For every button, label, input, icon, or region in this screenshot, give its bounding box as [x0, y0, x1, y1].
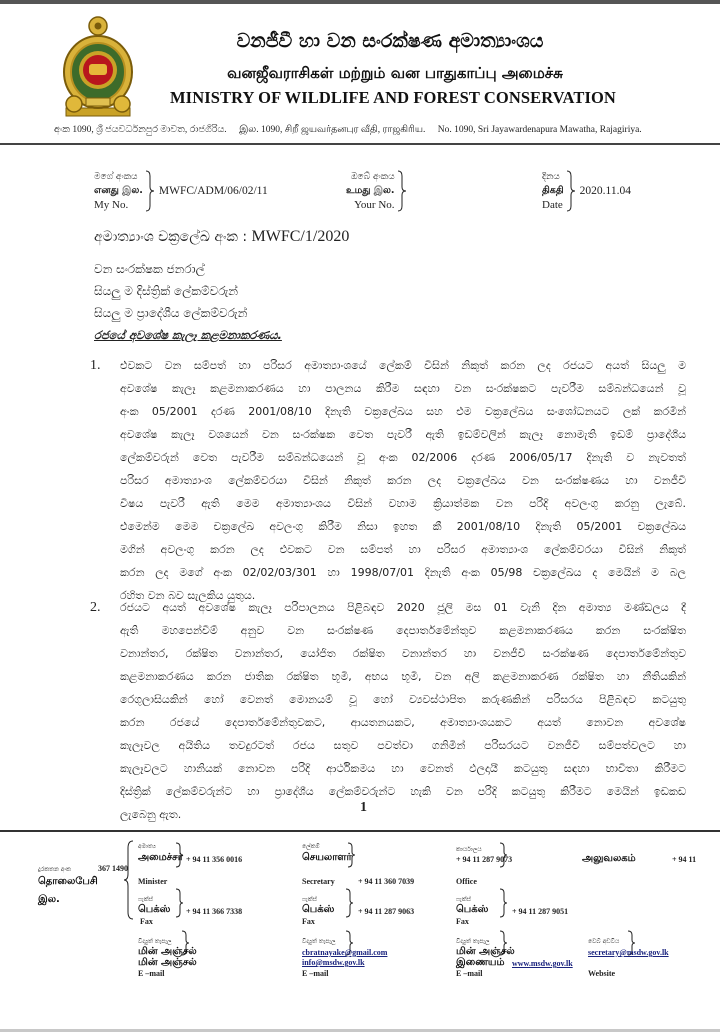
office-label-ta: அலுவலகம் [582, 853, 636, 864]
paragraph-line: ලේකම්වරුන් වෙත පැවරීම සම්බන්ධයෙන් වූ අංක 02/2006 දරණ 2006/05/17 දිනැති ව නැවතත් [120, 451, 686, 464]
paragraph-text [120, 354, 686, 607]
email3-label-en: E –mail [456, 969, 483, 978]
brace-icon [346, 888, 354, 918]
paragraph-line: රජයට අයත් අවශේෂ කැලෑ පරිපාලනය පිළිබඳව 2020 ජූලි මස 01 වැනි දින අමාත්‍ය මණ්ඩලය දී [120, 601, 686, 614]
your-number-block [346, 170, 411, 212]
office-label-si: කාර්යාලය [456, 846, 482, 853]
address-sinhala: අංක 1090, ශ්‍රී ජයවර්ධනපුර මාවත, රාජගිරිය. [54, 125, 227, 135]
email3-label-ta2: இணையம் [456, 957, 505, 968]
brace-icon [397, 170, 407, 212]
email1-label-ta1: மின் அஞ்சல் [138, 946, 197, 957]
address-tamil: இல. 1090, சிறீ ஜயவர்தனபுர வீதி, ராஜகிரிய. [239, 125, 426, 135]
secretary-label-en: Secretary [302, 877, 335, 886]
subject-heading: රජයේ අවශේෂ කැලෑ කළමනාකරණය. [94, 328, 282, 342]
my-no-label-si: මගේ අංකය [94, 172, 138, 182]
website-label-en: Website [588, 969, 616, 978]
email1-label-si: විද්‍යුත් තැපැල [138, 938, 172, 945]
secretary-fax-label-si: ෆැක්ස් [302, 896, 317, 903]
email1-label-en: E –mail [138, 969, 165, 978]
addressee: වන සංරක්ෂක ජනරාල් [94, 262, 205, 276]
paragraph-line: අවශේෂ කැලෑ වශයෙන් වන සංරක්ෂක වෙත පැවරී ඇති ඉඩම්වලින් කැලෑ නොමැති ඉඩම් ප්‍රාදේශීය [120, 428, 686, 441]
brace-icon [124, 840, 134, 920]
secretary-email-link[interactable]: secretary@msdw.gov.lk [588, 948, 669, 957]
paragraph-line: මගින් අවලංගු කරන ලද එවකට වන සම්පත් හා පරිසර අමාත්‍යාංශ ලේකම්වරයා විසින් නිකුත් [120, 543, 686, 556]
paragraph-line: කළමනාකරණය කරන ජාතික රක්ෂිත භූමි, අභය භූමි, වන අලි කළමනාකරණ රක්ෂිත හා නීතියකින් [120, 670, 686, 683]
email3-label-ta1: மின் அஞ்சல் [456, 946, 515, 957]
paragraph-line: එමෙන්ම මෙම චක්‍රලේඛ අවලංගු කිරීම නිසා ඉහත කී 2001/08/10 දිනැති 05/2001 චක්‍රලේඛය [120, 520, 686, 533]
brace-icon [500, 842, 508, 868]
paragraph-line: අවශේෂ කැලෑ කළමනාකරණය හා පාලනය කිරීම සඳහා වන සංරක්ෂකට පැවරීම සම්බන්ධයෙන් වූ [120, 382, 686, 395]
date-label-si: දිනය [542, 172, 560, 182]
paragraph-line: විෂය පැවරී ඇති මෙම අමාත්‍යාංශය විසින් වහාම ක්‍රියාත්මක වන පරිදි අවලංගු කරනු ලැබේ. [120, 497, 686, 510]
ministry-title-sinhala: වනජීවී හා වන සංරක්ෂණ අමාත්‍යාංශය [236, 30, 544, 52]
date-block [542, 170, 631, 212]
secretary-fax-phone: + 94 11 287 9063 [358, 907, 415, 916]
minister-fax-label-en: Fax [140, 917, 153, 926]
date-label-en: Date [542, 199, 563, 211]
paragraph-line: ඇති මහපෙන්වීම් අනුව වන සංරක්ෂණ දෙපාර්තමේන්තුව කළමනාකරණය කරන සංරක්ෂිත [120, 624, 686, 637]
website-label-si: වෙබ් අඩවිය [588, 938, 620, 945]
office-label-en: Office [456, 877, 477, 886]
addressee: සියලු ම ප්‍රාදේශීය ලේකම්වරුන් [94, 306, 248, 320]
circular-number-value: MWFC/1/2020 [251, 228, 350, 245]
office-fax-label-ta: பெக்ஸ் [456, 904, 489, 915]
office-fax-label-en: Fax [456, 917, 469, 926]
email1-label-ta2: மின் அஞ்சல் [138, 957, 197, 968]
address-english: No. 1090, Sri Jayawardenapura Mawatha, Rajagiriya. [437, 125, 642, 135]
secretary-fax-label-en: Fax [302, 917, 315, 926]
footer-divider [0, 830, 720, 832]
office-fax-phone: + 94 11 287 9051 [512, 907, 569, 916]
addressee: සියලු ම දිස්ත්‍රික් ලේකම්වරුන් [94, 284, 239, 298]
paragraph-line: කැලෑවල අයිතිය තවදුරටත් රජය සතුව පවත්වා ගනිමින් පරිසරයට වනජීවී සම්පත්වලට හා [120, 739, 686, 752]
bottom-border [0, 1029, 720, 1032]
minister-label-ta: அமைச்சர் [138, 852, 183, 863]
minister-fax-label-si: ෆැක්ස් [138, 896, 153, 903]
minister-phone: + 94 11 356 0016 [186, 855, 243, 864]
telephone-label-ta: தொலைபேசி [38, 876, 98, 887]
paragraph-line: කැලෑවලට හානියක් නොවන පරිදි ආර්ථිකමය හා වෙනත් ඵලදායී කටයුතු සඳහා භාවිතා කිරීමට [120, 762, 686, 775]
minister-label-si: අමාත්‍ය [138, 843, 156, 850]
ministry-title-tamil: வனஜீவராசிகள் மற்றும் வன பாதுகாப்பு அமைச்சு [227, 64, 563, 82]
email2-label-en: E –mail [302, 969, 329, 978]
paragraph-line: කරන ලද මගේ අංක 02/02/03/301 හා 1998/07/01 දිනැති අංක 05/98 චක්‍රලේඛය ද මෙයින් ම බල [120, 566, 686, 579]
secretary-phone: + 94 11 360 7039 [358, 877, 415, 886]
paragraph-line: ලැබෙනු ඇත. [120, 808, 182, 821]
minister-fax-phone: + 94 11 366 7338 [186, 907, 243, 916]
page-number: 1 [360, 800, 367, 815]
paragraph-line: දිස්ත්‍රික් ලේකම්වරුන්ට හා ප්‍රාදේශීය ලේකම්වරුන්ට හැකි වන පරිදි කටයුතු කිරීමට මෙයින් ඉඩකඩ [120, 785, 686, 798]
your-no-label-ta: உமது இல. [346, 185, 395, 196]
paragraph-line: පරිසර අමාත්‍යාංශ ලේකම්වරයා විසින් නිකුත් කරන ලද චක්‍රලේඛය වන සංරක්ෂණය හා වනජීවී [120, 474, 686, 487]
my-no-label-ta: எனது இல. [94, 185, 143, 196]
brace-icon [145, 170, 155, 212]
date-label-ta: திகதி [542, 185, 564, 196]
brace-icon [566, 170, 576, 212]
date-value: 2020.11.04 [579, 185, 631, 197]
circular-number [94, 228, 349, 246]
brace-icon [176, 888, 184, 918]
minister-fax-label-ta: பெக்ஸ் [138, 904, 171, 915]
paragraph-line: අංක 05/2001 දරණ 2001/08/10 දිනැති චක්‍රලේඛය සහ එම චක්‍රලේඛය සංශෝධනයට ලක් කරමින් [120, 405, 686, 418]
secretary-label-si: ලේකම් [302, 843, 320, 850]
secretary-fax-label-ta: பெக்ஸ் [302, 904, 335, 915]
my-number-block [94, 170, 268, 212]
state-emblem-logo [58, 12, 138, 120]
brace-icon [348, 842, 356, 868]
office-fax-label-si: ෆැක්ස් [456, 896, 471, 903]
paragraph-line: රහිත වන බව සැලකිය යුතුය. [120, 589, 256, 602]
your-no-label-si: ඔබේ අංකය [350, 172, 395, 182]
paragraph-number: 1. [90, 358, 101, 373]
my-no-value: MWFC/ADM/06/02/11 [158, 185, 268, 197]
office-phone: + 94 11 287 9073 [456, 855, 513, 864]
brace-icon [176, 842, 184, 868]
paragraph-line: වනාන්තර, රක්ෂිත වනාන්තර, යෝජිත රක්ෂිත වනාන්තර හා වනජීවී සංරක්ෂණ දෙපාර්තමේන්තුව [120, 647, 686, 660]
your-no-label-en: Your No. [354, 199, 395, 211]
office-ta-phone: + 94 11 [672, 855, 697, 864]
email-link-cbratnayake[interactable]: cbratnayake@gmail.com [302, 948, 388, 957]
paragraph-line: එවකට වන සම්පත් හා පරිසර අමාත්‍යාංශයේ ලේකම් විසින් නිකුත් කරන ලද රජයට අයත් සියලු ම [120, 359, 686, 372]
telephone-label-si: දුරකතන අංක [38, 866, 71, 873]
paragraph-line: කරන රජයේ දෙපාර්තමේන්තුවකට, ආයතනයකට, අමාත්‍යාංශයකට අයත් නොවන අවශේෂ [120, 716, 686, 729]
header-divider [0, 143, 720, 145]
paragraph-number: 2. [90, 600, 101, 615]
email2-label-si: විද්‍යුත් තැපැල [302, 938, 336, 945]
paragraph-1 [90, 354, 686, 607]
paragraph-line: රෙගුලාසියකින් හෝ වෙනත් මොනයම් වූ හෝ ව්‍යවස්ථාපිත කරුණකින් පරිසරය පිළිබඳව කටයුතු [120, 693, 686, 706]
website-link[interactable]: www.msdw.gov.lk [512, 959, 573, 968]
telephone-label-ta2: இல. [38, 894, 60, 905]
top-border [0, 0, 720, 4]
circular-label: අමාත්‍යාංශ චක්‍රලේඛ අංක : [94, 229, 248, 245]
ministry-address [54, 124, 714, 136]
paragraph-2 [90, 596, 686, 826]
telephone-number: 367 1490 [98, 864, 128, 873]
minister-label-en: Minister [138, 877, 168, 886]
ministry-title-english: MINISTRY OF WILDLIFE AND FOREST CONSERVATION [170, 88, 616, 107]
my-no-label-en: My No. [94, 199, 129, 211]
brace-icon [500, 888, 508, 918]
secretary-label-ta: செயலாளர் [302, 852, 352, 863]
email-link-info[interactable]: info@msdw.gov.lk [302, 958, 365, 967]
email3-label-si: විද්‍යුත් තැපැල [456, 938, 490, 945]
paragraph-text [120, 596, 686, 826]
